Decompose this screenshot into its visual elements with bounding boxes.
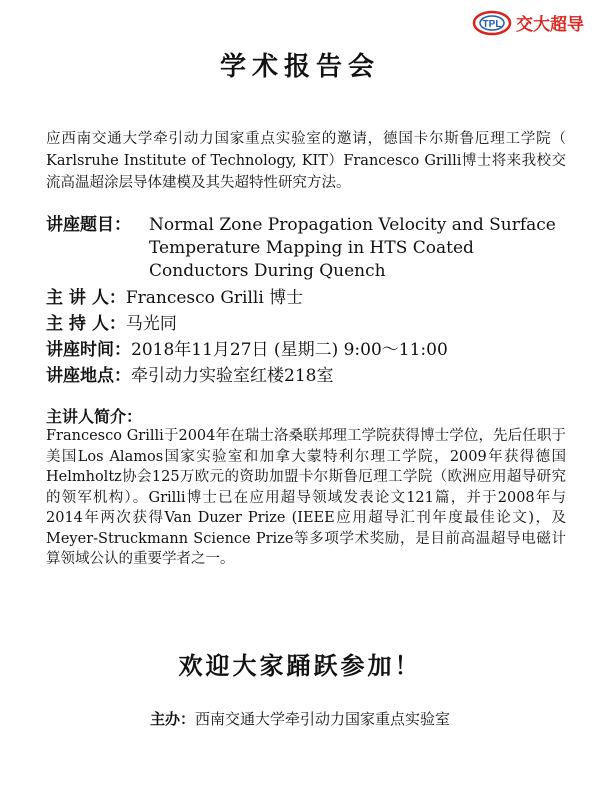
logo-left-text: TPL (482, 19, 502, 30)
topic-value: Normal Zone Propagation Velocity and Surface Temperature Mapping in HTS Coated Conductors During Quench (149, 215, 556, 281)
logo-graphic (472, 6, 592, 40)
organizer-line (0, 708, 600, 729)
bio-paragraph: Francesco Grilli于2004年在瑞士洛桑联邦理工学院获得博士学位，先后任职于美国Los Alamos国家实验室和加拿大蒙特利尔理工学院，2009年获得德国Helmholtz协会125万欧元的资助加盟卡尔斯鲁厄理工学院（欧洲应用超导研究的领军机构）。Grilli博士已在应用超导领域发表论文121篇，并于2008年与2014年两次获得Van Duzer Prize (IEEE应用超导汇刊年度最佳论文)，及Meyer-Struckmann Science Prize等多项学术奖励，是目前高温超导电磁计算领域公认的重要学者之一。 (46, 428, 566, 567)
topic-row (46, 214, 566, 283)
organizer-label: 主办： (149, 710, 195, 728)
bio-title: 主讲人简介： (46, 407, 143, 426)
speaker-value: Francesco Grilli 博士 (125, 288, 304, 308)
place-value: 牵引动力实验室红楼218室 (131, 366, 334, 386)
host-label: 主 持 人： (46, 314, 126, 334)
place-row (46, 365, 333, 388)
host-row (46, 313, 177, 336)
speaker-label: 主 讲 人： (46, 288, 126, 308)
speaker-row (46, 287, 303, 310)
place-label: 讲座地点： (46, 366, 131, 386)
organizer-logo (472, 6, 592, 40)
time-row (46, 339, 448, 362)
time-value: 2018年11月27日 (星期二) 9:00～11:00 (131, 340, 448, 360)
welcome-banner: 欢迎大家踊跃参加！ (178, 651, 422, 680)
logo-right-text: 交大超导 (516, 15, 584, 35)
topic-label: 讲座题目： (46, 215, 131, 235)
host-value: 马光同 (125, 314, 177, 334)
organizer-value: 西南交通大学牵引动力国家重点实验室 (195, 710, 451, 728)
intro-paragraph: 应西南交通大学牵引动力国家重点实验室的邀请，德国卡尔斯鲁厄理工学院（ Karlsruhe Institute of Technology, KIT）Francesco Grilli博士将来我校交流高温超涂层导体建模及其失超特性研究方法。 (46, 131, 566, 191)
page-title: 学术报告会 (219, 52, 380, 82)
time-label: 讲座时间： (46, 340, 131, 360)
